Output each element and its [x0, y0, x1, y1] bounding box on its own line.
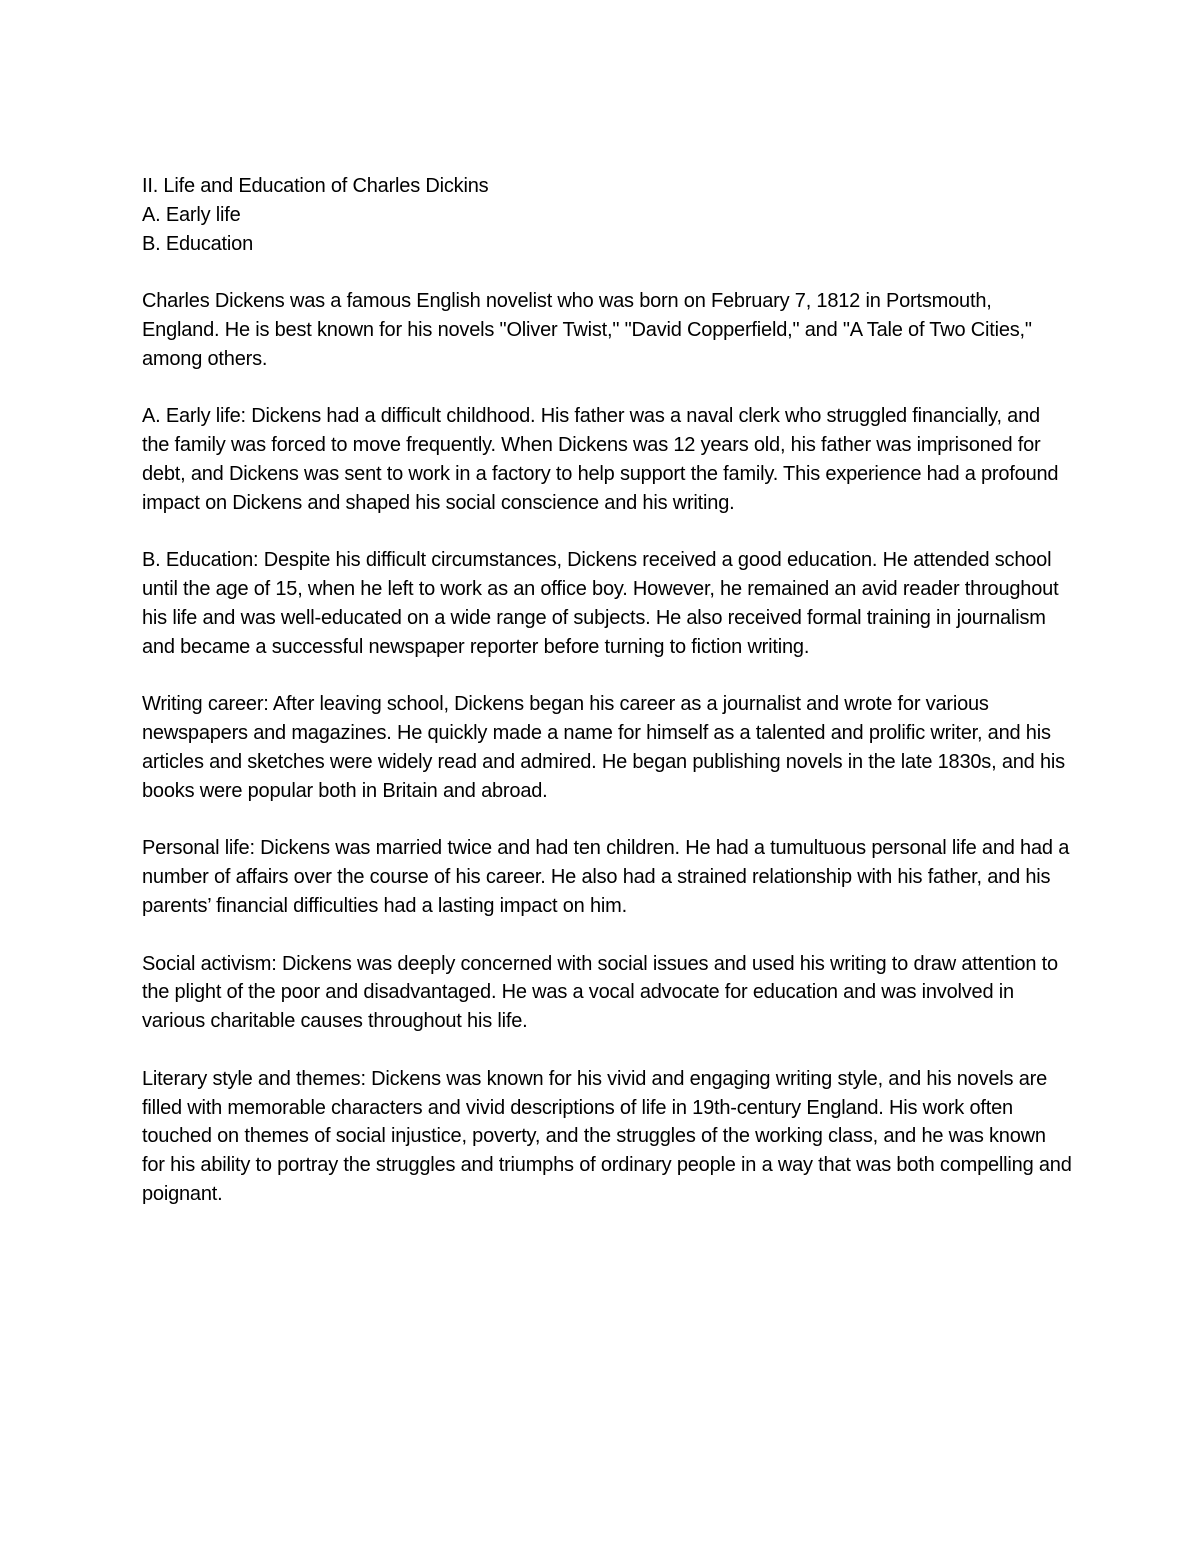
outline-item-education: B. Education: [142, 232, 254, 255]
paragraph-early-life: A. Early life: Dickens had a difficult childhood. His father was a naval clerk who struggled financially, and the family was forced to move frequently. When Dickens was 12 years old, his father was imprisoned for debt, and Dickens was sent to work in a factory to help support the family. This experience had a profound impact on Dickens and shaped his social conscience and his writing.: [142, 405, 1059, 514]
paragraph-introduction: Charles Dickens was a famous English novelist who was born on February 7, 1812 in Portsmouth, England. He is best known for his novels "Oliver Twist," "David Copperfield," and "A Tale of Two Cities," among others.: [142, 290, 1032, 370]
paragraph-social-activism: Social activism: Dickens was deeply concerned with social issues and used his writing to draw attention to the plight of the poor and disadvantaged. He was a vocal advocate for education and was involved in various charitable causes throughout his life.: [142, 952, 1058, 1033]
document-body: [142, 172, 1072, 1209]
paragraph-personal-life: Personal life: Dickens was married twice and had ten children. He had a tumultuous personal life and had a number of affairs over the course of his career. He also had a strained relationship with his father, and his parents’ financial difficulties had a lasting impact on him.: [142, 837, 1070, 917]
outline-item-early-life: A. Early life: [142, 203, 241, 226]
outline-heading: II. Life and Education of Charles Dickins: [142, 175, 489, 197]
outline: [142, 172, 1072, 258]
paragraph-writing-career: Writing career: After leaving school, Dickens began his career as a journalist and wrote for various newspapers and magazines. He quickly made a name for himself as a talented and prolific writer, and his articles and sketches were widely read and admired. He began publishing novels in the late 1830s, and his books were popular both in Britain and abroad.: [142, 693, 1065, 802]
paragraph-literary-style: Literary style and themes: Dickens was known for his vivid and engaging writing style, and his novels are filled with memorable characters and vivid descriptions of life in 19th-century England. His work often touched on themes of social injustice, poverty, and the struggles of the working class, and he was known for his ability to portray the struggles and triumphs of ordinary people in a way that was both compelling and poignant.: [142, 1067, 1072, 1205]
paragraph-education: B. Education: Despite his difficult circumstances, Dickens received a good education. He attended school until the age of 15, when he left to work as an office boy. However, he remained an avid reader throughout his life and was well-educated on a wide range of subjects. He also received formal training in journalism and became a successful newspaper reporter before turning to fiction writing.: [142, 549, 1059, 658]
